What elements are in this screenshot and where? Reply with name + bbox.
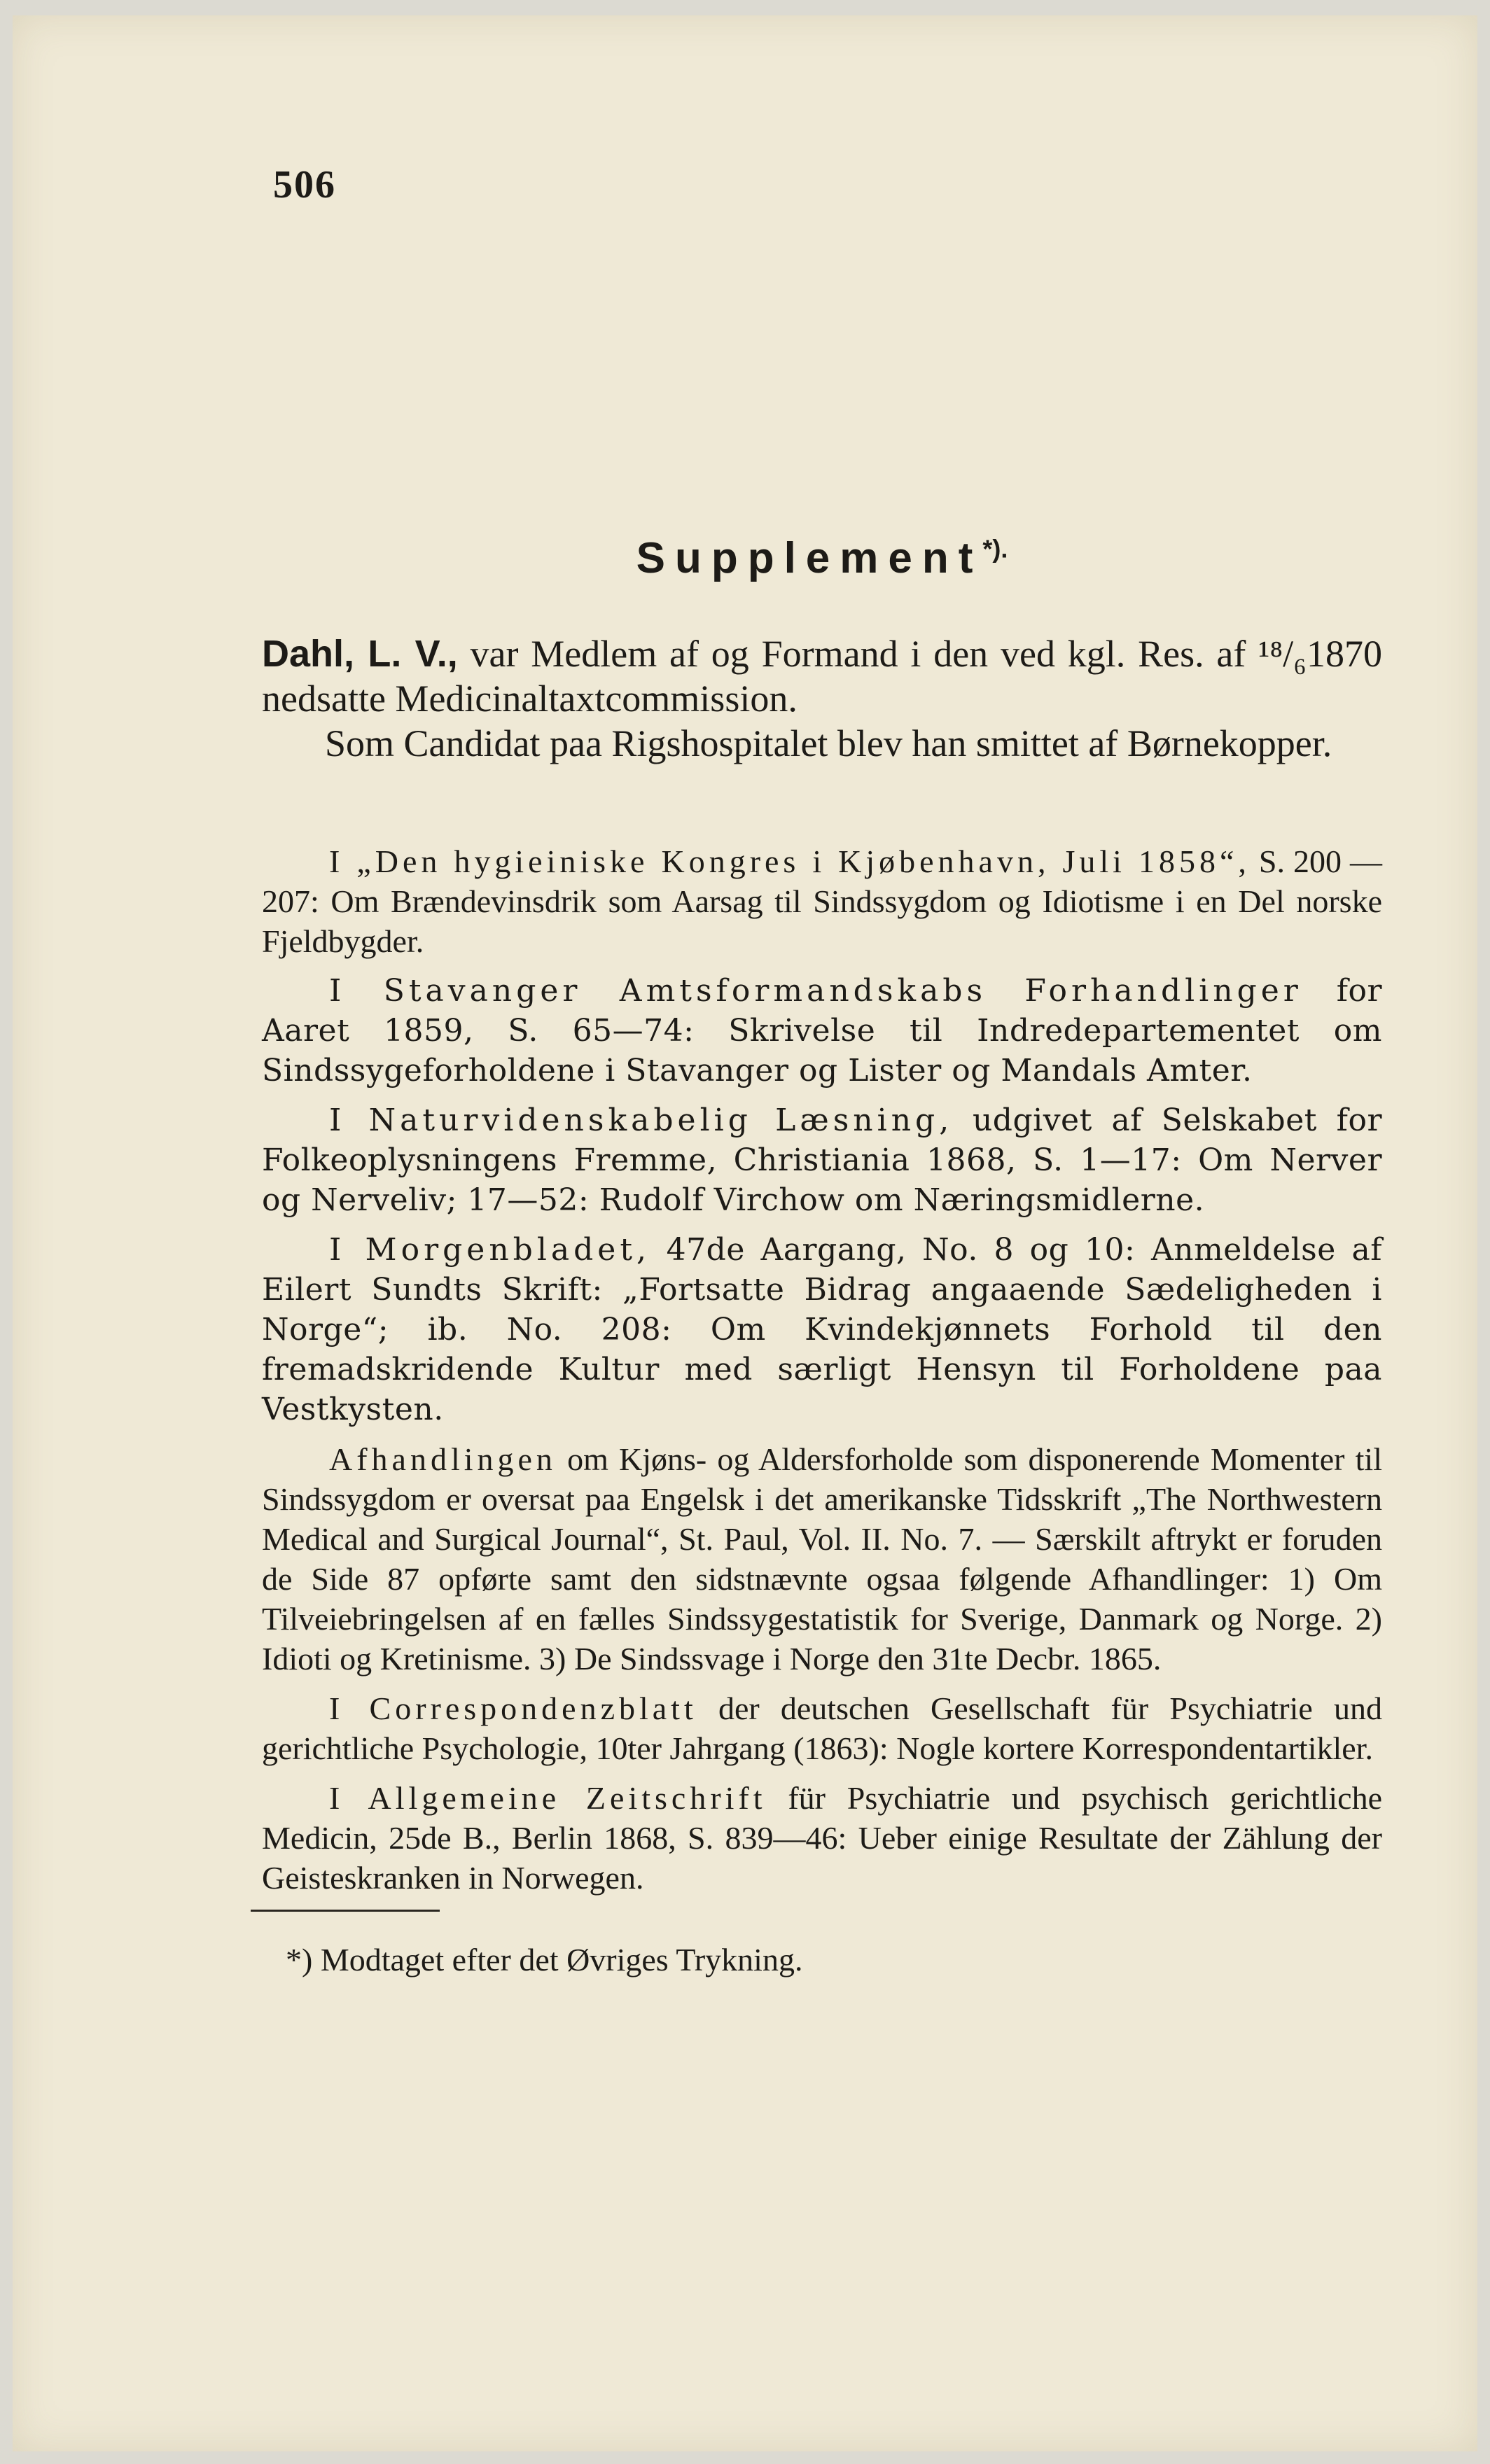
publication-paragraph [262,1230,1382,1429]
publication-lead: Afhandlingen [329,1441,557,1477]
publications-list [262,841,1382,1898]
publication-paragraph [262,1778,1382,1898]
publication-lead: I Correspondenzblatt [329,1690,697,1726]
publication-text: for Aaret 1859, S. 65—74: Skrivelse til Indredepartementet om Sindssygeforholdene i Stavanger og Lister og Mandals Amter. [262,973,1382,1088]
publication-paragraph [262,1100,1382,1220]
publication-text: der deutschen Gesellschaft für Psychiatrie und gerichtliche Psychologie, 10ter Jahrgang (1863): Nogle kortere Korrespondentartikler. [262,1690,1382,1766]
document-page [13,15,1477,2451]
footnote-mark: *). [982,534,1008,564]
publication-paragraph [262,841,1382,961]
publication-text: udgivet af Selskabet for Folkeoplysningens Fremme, Christiania 1868, S. 1—17: Om Nerver og Nerveliv; 17—52: Rudolf Virchow om Næringsmidlerne. [262,1102,1382,1218]
publication-paragraph [262,1439,1382,1679]
publication-text: 47de Aargang, No. 8 og 10: Anmeldelse af Eilert Sundts Skrift: „Fortsatte Bidrag angaaende Sædeligheden i Norge“; ib. No. 208: Om Kvindekjønnets Forhold til den fremadskridende Kultur med særligt Hensyn til Forholdene paa Vestkysten. [262,1232,1382,1427]
publication-lead: I Naturvidenskabelig Læsning, [329,1102,954,1138]
section-title-text: Supplement [636,534,983,582]
entry-second-paragraph [262,721,1382,766]
publication-paragraph [262,971,1382,1091]
publication-text: S. 200 —207: Om Brændevinsdrik som Aarsag til Sindssygdom og Idiotisme i en Del norske Fjeldbygder. [262,844,1382,959]
publication-lead: I Morgenbladet, [329,1232,651,1268]
footnote: *) Modtaget efter det Øvriges Trykning. [286,1942,803,1977]
publication-lead: I „Den hygieiniske Kongres i Kjøbenhavn, Juli 1858“, [329,844,1251,879]
publication-lead: I Stavanger Amtsformandskabs Forhandlinger [329,973,1302,1009]
entry-first-paragraph [262,631,1382,721]
section-title [262,533,1382,583]
page-number: 506 [273,163,336,206]
entry-line-2: Som Candidat paa Rigshospitalet blev han smittet af Børnekopper. [325,722,1332,764]
entry-line-1: var Medlem af og Formand i den ved kgl. Res. af ¹⁸/₆1870 nedsatte Medicinaltaxtcommission. [262,633,1382,720]
publication-text: om Kjøns- og Aldersforholde som disponerende Momenter til Sindssygdom er oversat paa Engelsk i det amerikanske Tidsskrift „The Northwestern Medical and Surgical Journal“, St. Paul, Vol. II. No. 7. — Særskilt aftrykt er foruden de Side 87 opførte samt den sidstnævnte ogsaa følgende Afhandlinger: 1) Om Tilveiebringelsen af en fælles Sindssygestatistik for Sverige, Danmark og Norge. 2) Idioti og Kretinisme. 3) De Sindssvage i Norge den 31te Decbr. 1865. [262,1441,1382,1676]
entry-name: Dahl, L. V., [262,633,458,675]
publication-paragraph [262,1688,1382,1768]
publication-text: für Psychiatrie und psychisch gerichtliche Medicin, 25de B., Berlin 1868, S. 839—46: Ueber einige Resultate der Zählung der Geisteskranken in Norwegen. [262,1780,1382,1896]
footnote-divider [251,1910,440,1912]
entry-block [262,631,1382,766]
publication-lead: I Allgemeine Zeitschrift [329,1780,767,1816]
